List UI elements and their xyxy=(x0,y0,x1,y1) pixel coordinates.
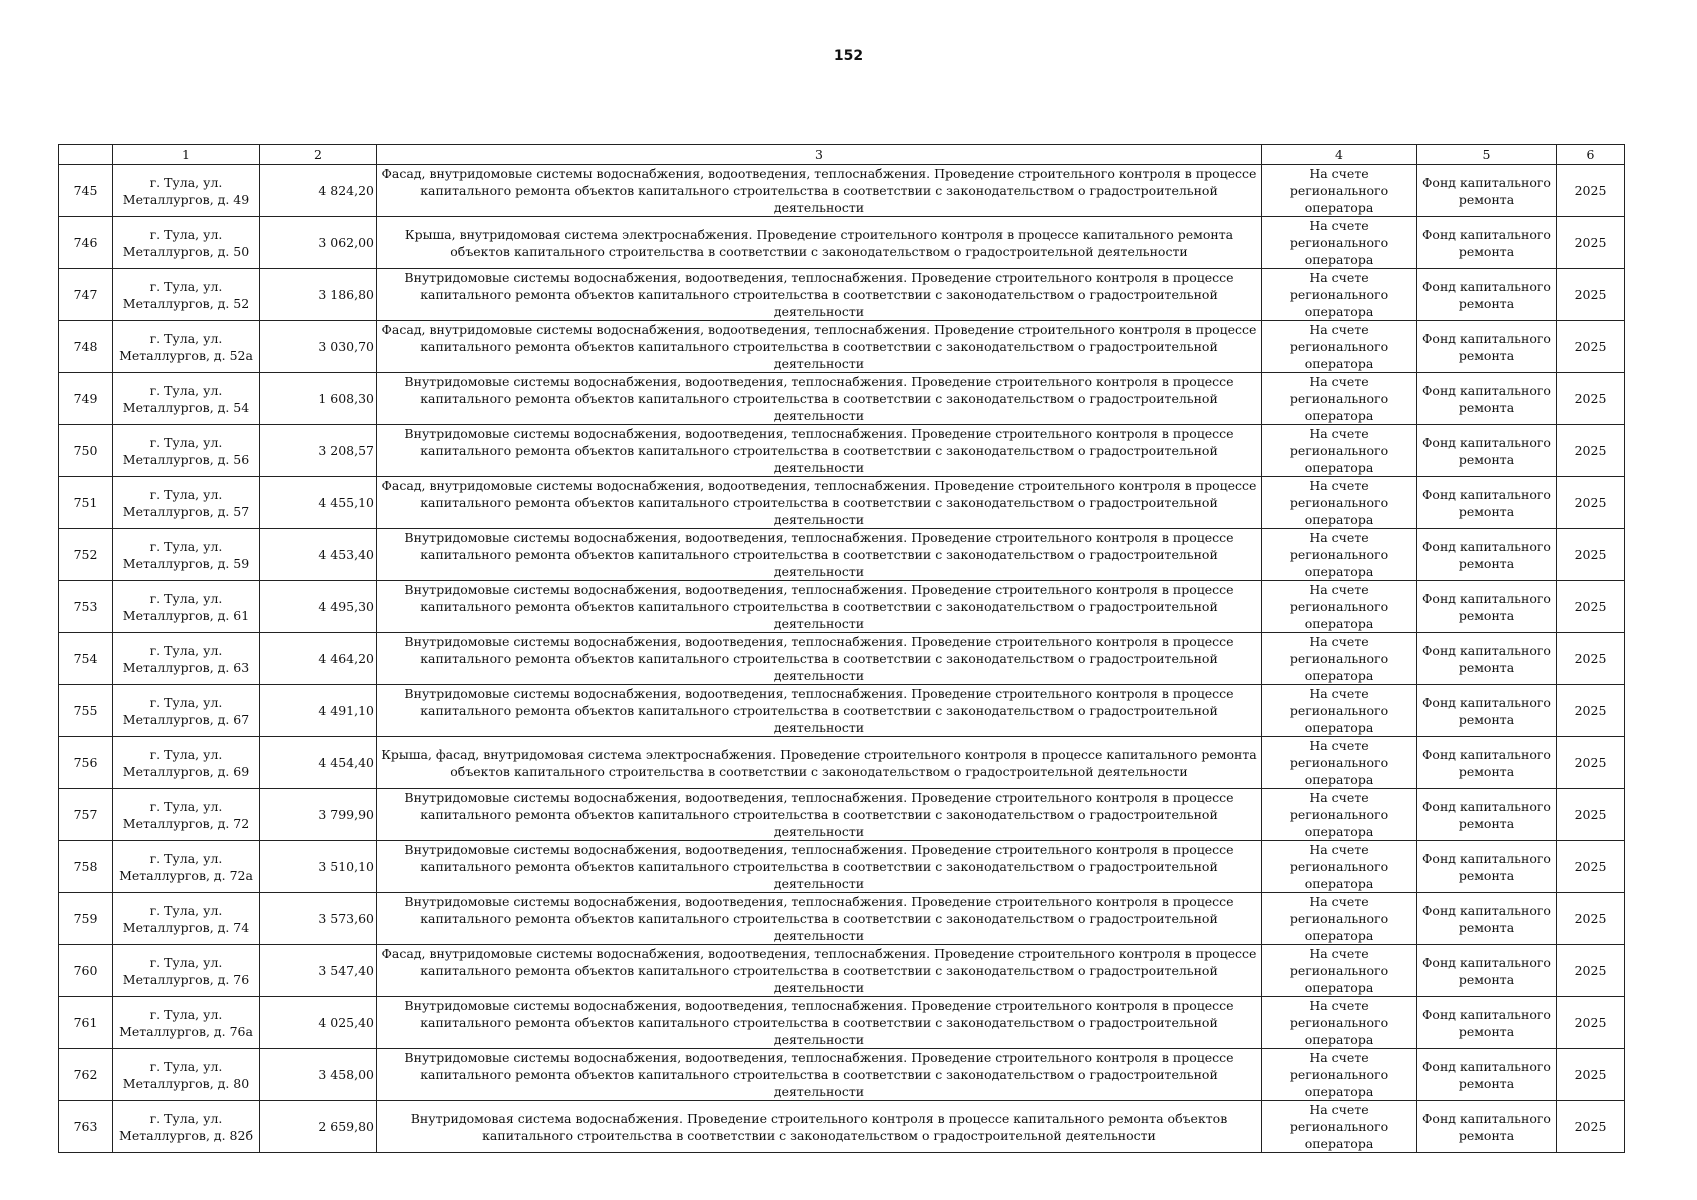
works-description-cell: Внутридомовые системы водоснабжения, водоотведения, теплоснабжения. Проведение строительного контроля в процессе капитального ремонта объектов капитального строительства в соответствии с законодательством о градостроительной деятельности xyxy=(377,425,1262,477)
account-cell: На счете регионального оператора xyxy=(1262,217,1417,269)
account-cell: На счете регионального оператора xyxy=(1262,633,1417,685)
works-description-cell: Внутридомовые системы водоснабжения, водоотведения, теплоснабжения. Проведение строительного контроля в процессе капитального ремонта объектов капитального строительства в соответствии с законодательством о градостроительной деятельности xyxy=(377,789,1262,841)
address-cell: г. Тула, ул. Металлургов, д. 63 xyxy=(113,633,260,685)
column-header-2: 2 xyxy=(260,145,377,165)
row-number-cell: 756 xyxy=(59,737,113,789)
funding-source-cell: Фонд капитального ремонта xyxy=(1417,789,1557,841)
address-cell: г. Тула, ул. Металлургов, д. 61 xyxy=(113,581,260,633)
address-cell: г. Тула, ул. Металлургов, д. 59 xyxy=(113,529,260,581)
account-cell: На счете регионального оператора xyxy=(1262,269,1417,321)
column-header-6: 6 xyxy=(1557,145,1625,165)
row-number-cell: 763 xyxy=(59,1101,113,1153)
table-row xyxy=(59,841,1625,893)
funding-source-cell: Фонд капитального ремонта xyxy=(1417,633,1557,685)
works-description-cell: Внутридомовые системы водоснабжения, водоотведения, теплоснабжения. Проведение строительного контроля в процессе капитального ремонта объектов капитального строительства в соответствии с законодательством о градостроительной деятельности xyxy=(377,997,1262,1049)
works-description-cell: Внутридомовые системы водоснабжения, водоотведения, теплоснабжения. Проведение строительного контроля в процессе капитального ремонта объектов капитального строительства в соответствии с законодательством о градостроительной деятельности xyxy=(377,1049,1262,1101)
table-row xyxy=(59,269,1625,321)
cost-cell: 3 062,00 xyxy=(260,217,377,269)
page-number: 152 xyxy=(833,48,864,64)
table-row xyxy=(59,1049,1625,1101)
cost-cell: 3 799,90 xyxy=(260,789,377,841)
account-cell: На счете регионального оператора xyxy=(1262,425,1417,477)
cost-cell: 3 030,70 xyxy=(260,321,377,373)
row-number-cell: 752 xyxy=(59,529,113,581)
table-row xyxy=(59,1101,1625,1153)
account-cell: На счете регионального оператора xyxy=(1262,165,1417,217)
row-number-cell: 745 xyxy=(59,165,113,217)
year-cell: 2025 xyxy=(1557,321,1625,373)
table-row xyxy=(59,425,1625,477)
address-cell: г. Тула, ул. Металлургов, д. 74 xyxy=(113,893,260,945)
account-cell: На счете регионального оператора xyxy=(1262,893,1417,945)
cost-cell: 4 455,10 xyxy=(260,477,377,529)
works-description-cell: Внутридомовые системы водоснабжения, водоотведения, теплоснабжения. Проведение строительного контроля в процессе капитального ремонта объектов капитального строительства в соответствии с законодательством о градостроительной деятельности xyxy=(377,893,1262,945)
row-number-cell: 747 xyxy=(59,269,113,321)
address-cell: г. Тула, ул. Металлургов, д. 76 xyxy=(113,945,260,997)
cost-cell: 4 464,20 xyxy=(260,633,377,685)
year-cell: 2025 xyxy=(1557,373,1625,425)
year-cell: 2025 xyxy=(1557,477,1625,529)
works-description-cell: Крыша, внутридомовая система электроснабжения. Проведение строительного контроля в процессе капитального ремонта объектов капитального строительства в соответствии с законодательством о градостроительной деятельности xyxy=(377,217,1262,269)
table-row xyxy=(59,373,1625,425)
funding-source-cell: Фонд капитального ремонта xyxy=(1417,737,1557,789)
table-row xyxy=(59,789,1625,841)
register-table xyxy=(58,144,1625,1153)
address-cell: г. Тула, ул. Металлургов, д. 50 xyxy=(113,217,260,269)
account-cell: На счете регионального оператора xyxy=(1262,581,1417,633)
table-row xyxy=(59,217,1625,269)
account-cell: На счете регионального оператора xyxy=(1262,737,1417,789)
year-cell: 2025 xyxy=(1557,269,1625,321)
year-cell: 2025 xyxy=(1557,425,1625,477)
works-description-cell: Внутридомовая система водоснабжения. Проведение строительного контроля в процессе капитального ремонта объектов капитального строительства в соответствии с законодательством о градостроительной деятельности xyxy=(377,1101,1262,1153)
cost-cell: 3 573,60 xyxy=(260,893,377,945)
address-cell: г. Тула, ул. Металлургов, д. 72а xyxy=(113,841,260,893)
funding-source-cell: Фонд капитального ремонта xyxy=(1417,685,1557,737)
table-row xyxy=(59,685,1625,737)
year-cell: 2025 xyxy=(1557,581,1625,633)
row-number-cell: 755 xyxy=(59,685,113,737)
year-cell: 2025 xyxy=(1557,217,1625,269)
address-cell: г. Тула, ул. Металлургов, д. 82б xyxy=(113,1101,260,1153)
cost-cell: 3 186,80 xyxy=(260,269,377,321)
year-cell: 2025 xyxy=(1557,165,1625,217)
cost-cell: 4 824,20 xyxy=(260,165,377,217)
column-header-4: 4 xyxy=(1262,145,1417,165)
funding-source-cell: Фонд капитального ремонта xyxy=(1417,477,1557,529)
table-header xyxy=(59,145,1625,165)
works-description-cell: Внутридомовые системы водоснабжения, водоотведения, теплоснабжения. Проведение строительного контроля в процессе капитального ремонта объектов капитального строительства в соответствии с законодательством о градостроительной деятельности xyxy=(377,581,1262,633)
works-description-cell: Крыша, фасад, внутридомовая система электроснабжения. Проведение строительного контроля в процессе капитального ремонта объектов капитального строительства в соответствии с законодательством о градостроительной деятельности xyxy=(377,737,1262,789)
year-cell: 2025 xyxy=(1557,529,1625,581)
funding-source-cell: Фонд капитального ремонта xyxy=(1417,217,1557,269)
account-cell: На счете регионального оператора xyxy=(1262,321,1417,373)
cost-cell: 2 659,80 xyxy=(260,1101,377,1153)
funding-source-cell: Фонд капитального ремонта xyxy=(1417,321,1557,373)
year-cell: 2025 xyxy=(1557,1101,1625,1153)
address-cell: г. Тула, ул. Металлургов, д. 72 xyxy=(113,789,260,841)
table-row xyxy=(59,945,1625,997)
column-header-5: 5 xyxy=(1417,145,1557,165)
funding-source-cell: Фонд капитального ремонта xyxy=(1417,425,1557,477)
works-description-cell: Фасад, внутридомовые системы водоснабжения, водоотведения, теплоснабжения. Проведение строительного контроля в процессе капитального ремонта объектов капитального строительства в соответствии с законодательством о градостроительной деятельности xyxy=(377,165,1262,217)
table-row xyxy=(59,893,1625,945)
row-number-cell: 757 xyxy=(59,789,113,841)
year-cell: 2025 xyxy=(1557,789,1625,841)
funding-source-cell: Фонд капитального ремонта xyxy=(1417,269,1557,321)
funding-source-cell: Фонд капитального ремонта xyxy=(1417,945,1557,997)
account-cell: На счете регионального оператора xyxy=(1262,1049,1417,1101)
account-cell: На счете регионального оператора xyxy=(1262,997,1417,1049)
address-cell: г. Тула, ул. Металлургов, д. 56 xyxy=(113,425,260,477)
funding-source-cell: Фонд капитального ремонта xyxy=(1417,893,1557,945)
funding-source-cell: Фонд капитального ремонта xyxy=(1417,841,1557,893)
account-cell: На счете регионального оператора xyxy=(1262,529,1417,581)
works-description-cell: Внутридомовые системы водоснабжения, водоотведения, теплоснабжения. Проведение строительного контроля в процессе капитального ремонта объектов капитального строительства в соответствии с законодательством о градостроительной деятельности xyxy=(377,841,1262,893)
cost-cell: 4 495,30 xyxy=(260,581,377,633)
row-number-cell: 762 xyxy=(59,1049,113,1101)
column-number-row xyxy=(59,145,1625,165)
row-number-cell: 761 xyxy=(59,997,113,1049)
column-header-blank xyxy=(59,145,113,165)
funding-source-cell: Фонд капитального ремонта xyxy=(1417,529,1557,581)
table-row xyxy=(59,997,1625,1049)
account-cell: На счете регионального оператора xyxy=(1262,841,1417,893)
row-number-cell: 750 xyxy=(59,425,113,477)
address-cell: г. Тула, ул. Металлургов, д. 57 xyxy=(113,477,260,529)
account-cell: На счете регионального оператора xyxy=(1262,945,1417,997)
row-number-cell: 746 xyxy=(59,217,113,269)
row-number-cell: 748 xyxy=(59,321,113,373)
works-description-cell: Внутридомовые системы водоснабжения, водоотведения, теплоснабжения. Проведение строительного контроля в процессе капитального ремонта объектов капитального строительства в соответствии с законодательством о градостроительной деятельности xyxy=(377,685,1262,737)
funding-source-cell: Фонд капитального ремонта xyxy=(1417,1101,1557,1153)
table-row xyxy=(59,165,1625,217)
cost-cell: 3 547,40 xyxy=(260,945,377,997)
row-number-cell: 760 xyxy=(59,945,113,997)
address-cell: г. Тула, ул. Металлургов, д. 67 xyxy=(113,685,260,737)
funding-source-cell: Фонд капитального ремонта xyxy=(1417,581,1557,633)
column-header-1: 1 xyxy=(113,145,260,165)
year-cell: 2025 xyxy=(1557,1049,1625,1101)
funding-source-cell: Фонд капитального ремонта xyxy=(1417,373,1557,425)
table-row xyxy=(59,477,1625,529)
works-description-cell: Фасад, внутридомовые системы водоснабжения, водоотведения, теплоснабжения. Проведение строительного контроля в процессе капитального ремонта объектов капитального строительства в соответствии с законодательством о градостроительной деятельности xyxy=(377,477,1262,529)
row-number-cell: 758 xyxy=(59,841,113,893)
cost-cell: 3 458,00 xyxy=(260,1049,377,1101)
funding-source-cell: Фонд капитального ремонта xyxy=(1417,165,1557,217)
address-cell: г. Тула, ул. Металлургов, д. 80 xyxy=(113,1049,260,1101)
address-cell: г. Тула, ул. Металлургов, д. 69 xyxy=(113,737,260,789)
row-number-cell: 759 xyxy=(59,893,113,945)
cost-cell: 3 510,10 xyxy=(260,841,377,893)
year-cell: 2025 xyxy=(1557,945,1625,997)
row-number-cell: 751 xyxy=(59,477,113,529)
table-row xyxy=(59,581,1625,633)
table-row xyxy=(59,633,1625,685)
address-cell: г. Тула, ул. Металлургов, д. 52а xyxy=(113,321,260,373)
year-cell: 2025 xyxy=(1557,633,1625,685)
cost-cell: 4 453,40 xyxy=(260,529,377,581)
account-cell: На счете регионального оператора xyxy=(1262,477,1417,529)
account-cell: На счете регионального оператора xyxy=(1262,373,1417,425)
account-cell: На счете регионального оператора xyxy=(1262,789,1417,841)
cost-cell: 1 608,30 xyxy=(260,373,377,425)
works-description-cell: Фасад, внутридомовые системы водоснабжения, водоотведения, теплоснабжения. Проведение строительного контроля в процессе капитального ремонта объектов капитального строительства в соответствии с законодательством о градостроительной деятельности xyxy=(377,945,1262,997)
address-cell: г. Тула, ул. Металлургов, д. 76а xyxy=(113,997,260,1049)
row-number-cell: 753 xyxy=(59,581,113,633)
table-row xyxy=(59,529,1625,581)
works-description-cell: Внутридомовые системы водоснабжения, водоотведения, теплоснабжения. Проведение строительного контроля в процессе капитального ремонта объектов капитального строительства в соответствии с законодательством о градостроительной деятельности xyxy=(377,373,1262,425)
year-cell: 2025 xyxy=(1557,893,1625,945)
works-description-cell: Внутридомовые системы водоснабжения, водоотведения, теплоснабжения. Проведение строительного контроля в процессе капитального ремонта объектов капитального строительства в соответствии с законодательством о градостроительной деятельности xyxy=(377,633,1262,685)
row-number-cell: 749 xyxy=(59,373,113,425)
cost-cell: 4 025,40 xyxy=(260,997,377,1049)
account-cell: На счете регионального оператора xyxy=(1262,1101,1417,1153)
year-cell: 2025 xyxy=(1557,841,1625,893)
works-description-cell: Фасад, внутридомовые системы водоснабжения, водоотведения, теплоснабжения. Проведение строительного контроля в процессе капитального ремонта объектов капитального строительства в соответствии с законодательством о градостроительной деятельности xyxy=(377,321,1262,373)
funding-source-cell: Фонд капитального ремонта xyxy=(1417,997,1557,1049)
year-cell: 2025 xyxy=(1557,997,1625,1049)
table-row xyxy=(59,321,1625,373)
table-body xyxy=(59,165,1625,1153)
year-cell: 2025 xyxy=(1557,685,1625,737)
column-header-3: 3 xyxy=(377,145,1262,165)
row-number-cell: 754 xyxy=(59,633,113,685)
works-description-cell: Внутридомовые системы водоснабжения, водоотведения, теплоснабжения. Проведение строительного контроля в процессе капитального ремонта объектов капитального строительства в соответствии с законодательством о градостроительной деятельности xyxy=(377,529,1262,581)
cost-cell: 3 208,57 xyxy=(260,425,377,477)
works-description-cell: Внутридомовые системы водоснабжения, водоотведения, теплоснабжения. Проведение строительного контроля в процессе капитального ремонта объектов капитального строительства в соответствии с законодательством о градостроительной деятельности xyxy=(377,269,1262,321)
address-cell: г. Тула, ул. Металлургов, д. 49 xyxy=(113,165,260,217)
address-cell: г. Тула, ул. Металлургов, д. 52 xyxy=(113,269,260,321)
year-cell: 2025 xyxy=(1557,737,1625,789)
cost-cell: 4 491,10 xyxy=(260,685,377,737)
table-row xyxy=(59,737,1625,789)
cost-cell: 4 454,40 xyxy=(260,737,377,789)
funding-source-cell: Фонд капитального ремонта xyxy=(1417,1049,1557,1101)
address-cell: г. Тула, ул. Металлургов, д. 54 xyxy=(113,373,260,425)
account-cell: На счете регионального оператора xyxy=(1262,685,1417,737)
